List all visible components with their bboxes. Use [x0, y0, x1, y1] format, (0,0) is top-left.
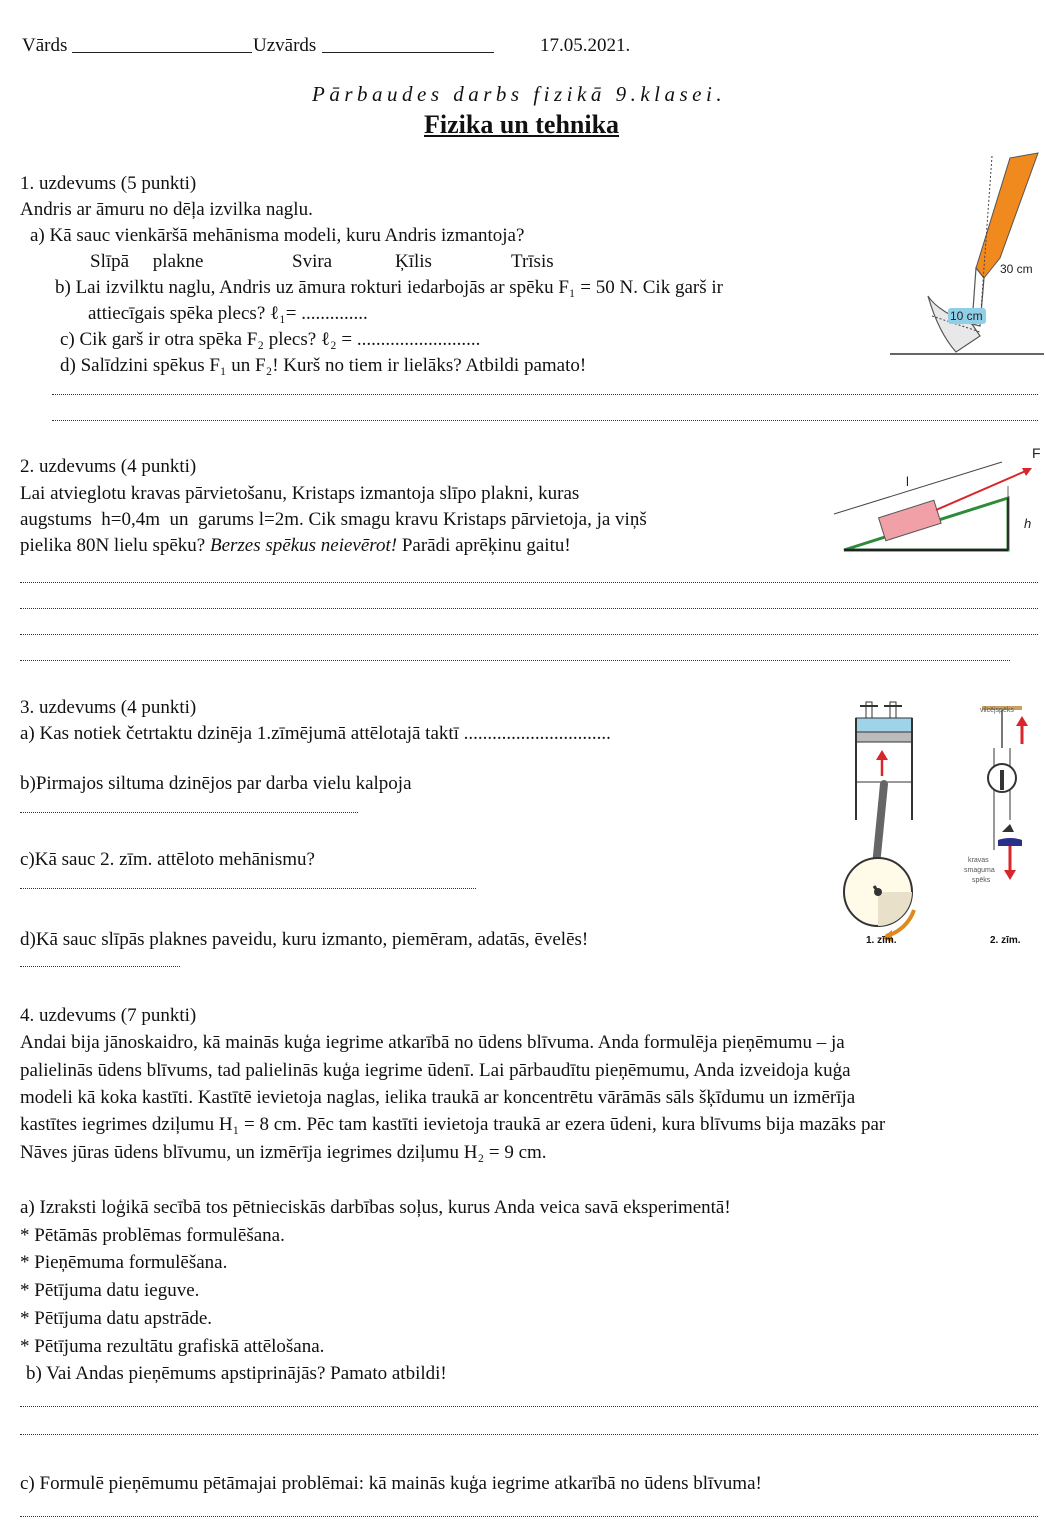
step-item: * Pētījuma datu apstrāde.	[20, 1308, 213, 1329]
task2-note-friction: Berzes spēkus neievērot!	[209, 535, 398, 556]
label-30cm: 30 cm	[1000, 262, 1033, 276]
answer-line[interactable]	[20, 634, 1038, 635]
combustion-chamber	[856, 718, 912, 732]
answer-line[interactable]	[20, 966, 180, 967]
subtitle: Pārbaudes darbs fizikā 9.klasei.	[312, 82, 727, 106]
task4-paragraph-line5: Nāves jūras ūdens blīvumu, un izmērīja iegrimes dziļumu H₂ = 9 cm.	[20, 1142, 547, 1163]
task4-paragraph-line3: modeli kā koka kastīti. Kastītē ievietoja naglas, ielika traukā ar koncentrētu vārāmās sāls šķīdumu un izmērīja	[20, 1087, 856, 1108]
name-label: Vārds	[22, 35, 68, 56]
step-item: * Pieņēmuma formulēšana.	[20, 1252, 228, 1273]
task2-line2: augstums h=0,4m un garums l=2m. Cik smagu kravu Kristaps pārvietoja, ja viņš	[20, 509, 647, 530]
hammer-lever-figure	[880, 148, 1046, 360]
answer-line[interactable]	[20, 582, 1038, 583]
task2-line1: Lai atvieglotu kravas pārvietošanu, Kristaps izmantoja slīpo plakni, kuras	[20, 483, 580, 504]
option-wedge[interactable]: Ķīlis	[395, 251, 432, 272]
valve-right	[890, 702, 896, 720]
valve-left	[866, 702, 872, 720]
surname-label: Uzvārds	[253, 35, 317, 56]
step-item: * Pētāmās problēmas formulēšana.	[20, 1225, 285, 1246]
fig2-load-label-1: kravas	[968, 857, 989, 864]
task4-question-a: a) Izraksti loģikā secībā tos pētnieciskās darbības soļus, kurus Anda veica savā eksperimentā!	[20, 1197, 731, 1218]
answer-line[interactable]	[20, 660, 1010, 661]
date-text: 17.05.2021.	[540, 35, 631, 56]
answer-line[interactable]	[20, 812, 358, 813]
label-l: l	[906, 474, 909, 489]
task1-question-a: a) Kā sauc vienkāršā mehānisma modeli, kuru Andris izmantoja?	[30, 225, 525, 246]
fig2-load-label-3: spēks	[972, 877, 991, 884]
task2-line3	[20, 534, 571, 558]
fig2-load-label-2: smaguma	[964, 867, 995, 874]
option-lever[interactable]: Svira	[292, 251, 333, 272]
task2-line3a: pielika 80N lielu spēku?	[20, 535, 210, 556]
pulley-figure	[960, 700, 1046, 900]
task4-question-b: b) Vai Andas pieņēmums apstiprinājās? Pamato atbildi!	[26, 1363, 447, 1384]
task4-paragraph-line2: palielinās ūdens blīvums, tad palielinās kuģa iegrime ūdenī. Lai pārbaudītu pieņēmumu, Anda izveidoja kuģa	[20, 1060, 851, 1081]
answer-line[interactable]	[20, 608, 1038, 609]
label-h: h	[1024, 516, 1032, 531]
task3-question-a: a) Kas notiek četrtaktu dzinēja 1.zīmējumā attēlotajā taktī ...............................	[20, 723, 611, 744]
step-item: * Pētījuma rezultātu grafiskā attēlošana.	[20, 1336, 325, 1357]
task4-heading: 4. uzdevums (7 punkti)	[20, 1005, 197, 1026]
label-10cm: 10 cm	[950, 309, 983, 323]
page-title: Fizika un tehnika	[424, 110, 620, 139]
piston	[856, 742, 912, 782]
force-arrow	[936, 470, 1028, 510]
task1-intro: Andris ar āmuru no dēļa izvilka naglu.	[20, 199, 313, 220]
answer-line[interactable]	[20, 888, 476, 889]
fig1-caption: 1. zīm.	[866, 935, 897, 946]
hammer-handle	[976, 153, 1038, 278]
option-inclined-plane[interactable]: Slīpā plakne	[90, 251, 204, 272]
engine-figure	[838, 700, 938, 950]
task1-question-b-line1: b) Lai izvilktu naglu, Andris uz āmura rokturi iedarbojās ar spēku F₁ = 50 N. Cik garš ir	[55, 277, 723, 298]
option-pulley[interactable]: Trīsis	[511, 251, 554, 272]
piston-rings	[856, 732, 912, 742]
task1-question-b-line2: attiecīgais spēka plecs? ℓ₁= ..............	[88, 303, 368, 324]
task1-heading: 1. uzdevums (5 punkti)	[20, 173, 197, 194]
fig2-pull-label: vilcējspēks	[980, 707, 1014, 714]
name-blank[interactable]	[72, 52, 252, 53]
task1-question-d: d) Salīdzini spēkus F₁ un F₂! Kurš no tiem ir lielāks? Atbildi pamato!	[60, 355, 587, 376]
label-F: F	[1032, 445, 1041, 461]
task2-heading: 2. uzdevums (4 punkti)	[20, 456, 197, 477]
task3-question-c: c)Kā sauc 2. zīm. attēloto mehānismu?	[20, 849, 315, 870]
load-hook	[998, 838, 1022, 846]
answer-line[interactable]	[20, 1434, 1038, 1435]
surname-blank[interactable]	[322, 52, 494, 53]
answer-line[interactable]	[52, 420, 1038, 421]
task3-question-b: b)Pirmajos siltuma dzinējos par darba vielu kalpoja	[20, 773, 412, 794]
task3-heading: 3. uzdevums (4 punkti)	[20, 697, 197, 718]
answer-line[interactable]	[20, 1406, 1038, 1407]
task3-question-d: d)Kā sauc slīpās plaknes paveidu, kuru izmanto, piemēram, adatās, ēvelēs!	[20, 929, 589, 950]
task4-paragraph-line1: Andai bija jānoskaidro, kā mainās kuģa iegrime atkarībā no ūdens blīvuma. Anda formulēja pieņēmumu – ja	[20, 1032, 845, 1053]
answer-line[interactable]	[52, 394, 1038, 395]
task4-question-c: c) Formulē pieņēmumu pētāmajai problēmai: kā mainās kuģa iegrime atkarībā no ūdens blīvuma!	[20, 1473, 762, 1494]
task4-paragraph-line4: kastītes iegrimes dziļumu H₁ = 8 cm. Pēc tam kastīti ievietoja traukā ar ezera ūdeni, kura blīvums bija mazāks par	[20, 1114, 886, 1135]
task1-question-c: c) Cik garš ir otra spēka F₂ plecs? ℓ₂ = ..........................	[60, 329, 481, 350]
fig2-caption: 2. zīm.	[990, 935, 1021, 946]
inclined-plane-figure	[832, 440, 1042, 558]
step-item: * Pētījuma datu ieguve.	[20, 1280, 200, 1301]
answer-line[interactable]	[20, 1516, 1038, 1517]
task2-line3c: Parādi aprēķinu gaitu!	[397, 535, 571, 556]
